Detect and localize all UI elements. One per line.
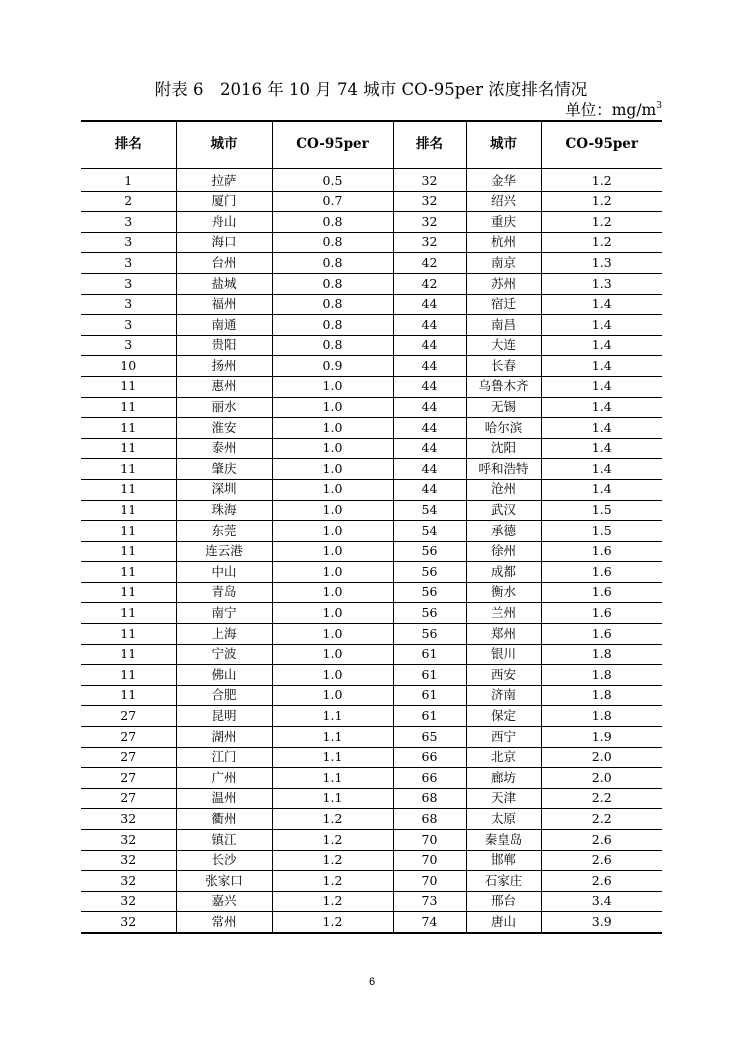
table-row — [81, 603, 662, 624]
rank-cell: 44 — [393, 315, 466, 336]
city-cell: 银川 — [466, 644, 541, 665]
city-cell: 宁波 — [176, 644, 272, 665]
city-cell: 乌鲁木齐 — [466, 376, 541, 397]
table-row — [81, 850, 662, 871]
value-cell: 1.8 — [541, 685, 662, 706]
table-row — [81, 871, 662, 892]
rank-cell: 70 — [393, 830, 466, 851]
value-cell: 1.8 — [541, 665, 662, 686]
value-cell: 3.4 — [541, 891, 662, 912]
rank-cell: 56 — [393, 562, 466, 583]
city-cell: 太原 — [466, 809, 541, 830]
rank-cell: 44 — [393, 418, 466, 439]
unit-label — [565, 98, 662, 120]
city-cell: 邯郸 — [466, 850, 541, 871]
city-cell: 衡水 — [466, 582, 541, 603]
table-row — [81, 665, 662, 686]
rank-cell: 27 — [81, 768, 176, 789]
city-cell: 江门 — [176, 747, 272, 768]
rank-cell: 3 — [81, 212, 176, 233]
table-row — [81, 788, 662, 809]
city-cell: 沈阳 — [466, 438, 541, 459]
rank-cell: 11 — [81, 376, 176, 397]
rank-cell: 3 — [81, 253, 176, 274]
city-cell: 福州 — [176, 294, 272, 315]
value-cell: 1.0 — [272, 459, 393, 480]
rank-cell: 65 — [393, 727, 466, 748]
city-cell: 温州 — [176, 788, 272, 809]
rank-cell: 44 — [393, 438, 466, 459]
rank-cell: 11 — [81, 479, 176, 500]
city-cell: 苏州 — [466, 273, 541, 294]
value-cell: 1.2 — [272, 830, 393, 851]
rank-cell: 70 — [393, 850, 466, 871]
city-cell: 镇江 — [176, 830, 272, 851]
value-cell: 0.8 — [272, 294, 393, 315]
city-cell: 拉萨 — [176, 169, 272, 192]
rank-cell: 74 — [393, 912, 466, 933]
rank-cell: 42 — [393, 253, 466, 274]
value-cell: 0.8 — [272, 253, 393, 274]
rank-cell: 3 — [81, 335, 176, 356]
city-cell: 广州 — [176, 768, 272, 789]
city-cell: 青岛 — [176, 582, 272, 603]
city-cell: 沧州 — [466, 479, 541, 500]
value-cell: 1.2 — [272, 912, 393, 933]
rank-cell: 11 — [81, 438, 176, 459]
city-cell: 济南 — [466, 685, 541, 706]
city-cell: 深圳 — [176, 479, 272, 500]
value-cell: 1.1 — [272, 788, 393, 809]
value-cell: 1.4 — [541, 294, 662, 315]
city-cell: 珠海 — [176, 500, 272, 521]
city-cell: 郑州 — [466, 624, 541, 645]
value-cell: 1.4 — [541, 376, 662, 397]
value-cell: 2.6 — [541, 850, 662, 871]
unit-superscript: 3 — [656, 101, 662, 111]
value-cell: 1.1 — [272, 727, 393, 748]
table-row — [81, 747, 662, 768]
rank-cell: 44 — [393, 294, 466, 315]
table-row — [81, 253, 662, 274]
value-cell: 0.9 — [272, 356, 393, 377]
rank-cell: 56 — [393, 541, 466, 562]
table-row — [81, 562, 662, 583]
value-cell: 1.6 — [541, 541, 662, 562]
city-cell: 南京 — [466, 253, 541, 274]
value-cell: 0.7 — [272, 191, 393, 212]
city-cell: 长春 — [466, 356, 541, 377]
table-row — [81, 768, 662, 789]
value-cell: 1.8 — [541, 644, 662, 665]
value-cell: 1.0 — [272, 541, 393, 562]
city-cell: 武汉 — [466, 500, 541, 521]
table-row — [81, 500, 662, 521]
city-cell: 北京 — [466, 747, 541, 768]
city-cell: 金华 — [466, 169, 541, 192]
city-cell: 无锡 — [466, 397, 541, 418]
value-cell: 1.4 — [541, 418, 662, 439]
table-row — [81, 624, 662, 645]
city-cell: 惠州 — [176, 376, 272, 397]
city-cell: 南通 — [176, 315, 272, 336]
city-cell: 合肥 — [176, 685, 272, 706]
table-row — [81, 191, 662, 212]
value-cell: 1.4 — [541, 479, 662, 500]
rank-cell: 44 — [393, 356, 466, 377]
rank-cell: 66 — [393, 747, 466, 768]
rank-cell: 11 — [81, 541, 176, 562]
rank-cell: 61 — [393, 685, 466, 706]
value-cell: 1.5 — [541, 500, 662, 521]
rank-cell: 3 — [81, 273, 176, 294]
table-row — [81, 912, 662, 933]
rank-cell: 11 — [81, 521, 176, 542]
table-row — [81, 294, 662, 315]
value-cell: 0.8 — [272, 315, 393, 336]
rank-cell: 61 — [393, 665, 466, 686]
rank-cell: 32 — [393, 232, 466, 253]
city-cell: 湖州 — [176, 727, 272, 748]
rank-cell: 11 — [81, 500, 176, 521]
rank-cell: 1 — [81, 169, 176, 192]
table-row — [81, 891, 662, 912]
rank-cell: 2 — [81, 191, 176, 212]
rank-cell: 3 — [81, 232, 176, 253]
city-cell: 佛山 — [176, 665, 272, 686]
rank-cell: 32 — [81, 912, 176, 933]
city-cell: 西宁 — [466, 727, 541, 748]
rank-cell: 32 — [393, 191, 466, 212]
rank-cell: 68 — [393, 788, 466, 809]
rank-cell: 11 — [81, 418, 176, 439]
rank-cell: 68 — [393, 809, 466, 830]
value-cell: 2.0 — [541, 768, 662, 789]
rank-cell: 11 — [81, 685, 176, 706]
rank-cell: 66 — [393, 768, 466, 789]
rank-cell: 32 — [81, 809, 176, 830]
value-cell: 1.4 — [541, 335, 662, 356]
value-cell: 1.3 — [541, 273, 662, 294]
city-cell: 常州 — [176, 912, 272, 933]
rank-cell: 11 — [81, 665, 176, 686]
header-rank-left: 排名 — [81, 121, 176, 169]
value-cell: 1.0 — [272, 685, 393, 706]
rank-cell: 32 — [393, 169, 466, 192]
value-cell: 1.1 — [272, 706, 393, 727]
city-cell: 扬州 — [176, 356, 272, 377]
table-row — [81, 169, 662, 192]
city-cell: 承德 — [466, 521, 541, 542]
city-cell: 呼和浩特 — [466, 459, 541, 480]
table-body — [81, 169, 662, 933]
page-number: 6 — [368, 976, 376, 988]
table-row — [81, 438, 662, 459]
city-cell: 秦皇岛 — [466, 830, 541, 851]
value-cell: 1.5 — [541, 521, 662, 542]
city-cell: 台州 — [176, 253, 272, 274]
value-cell: 1.0 — [272, 624, 393, 645]
city-cell: 丽水 — [176, 397, 272, 418]
table-row — [81, 315, 662, 336]
value-cell: 1.4 — [541, 397, 662, 418]
value-cell: 1.2 — [541, 212, 662, 233]
city-cell: 张家口 — [176, 871, 272, 892]
rank-cell: 32 — [81, 871, 176, 892]
city-cell: 大连 — [466, 335, 541, 356]
city-cell: 南宁 — [176, 603, 272, 624]
value-cell: 1.0 — [272, 644, 393, 665]
rank-cell: 70 — [393, 871, 466, 892]
value-cell: 1.9 — [541, 727, 662, 748]
rank-cell: 27 — [81, 727, 176, 748]
city-cell: 哈尔滨 — [466, 418, 541, 439]
city-cell: 廊坊 — [466, 768, 541, 789]
rank-cell: 3 — [81, 294, 176, 315]
rank-cell: 11 — [81, 624, 176, 645]
rank-cell: 56 — [393, 582, 466, 603]
table-row — [81, 459, 662, 480]
value-cell: 2.0 — [541, 747, 662, 768]
city-cell: 昆明 — [176, 706, 272, 727]
table-row — [81, 644, 662, 665]
table-row — [81, 335, 662, 356]
city-cell: 肇庆 — [176, 459, 272, 480]
city-cell: 泰州 — [176, 438, 272, 459]
rank-cell: 27 — [81, 706, 176, 727]
table-row — [81, 376, 662, 397]
rank-cell: 61 — [393, 644, 466, 665]
value-cell: 1.0 — [272, 479, 393, 500]
rank-cell: 11 — [81, 397, 176, 418]
table-row — [81, 727, 662, 748]
value-cell: 1.2 — [272, 871, 393, 892]
city-cell: 中山 — [176, 562, 272, 583]
value-cell: 0.8 — [272, 273, 393, 294]
city-cell: 海口 — [176, 232, 272, 253]
value-cell: 2.2 — [541, 788, 662, 809]
city-cell: 厦门 — [176, 191, 272, 212]
value-cell: 1.8 — [541, 706, 662, 727]
table-row — [81, 356, 662, 377]
city-cell: 盐城 — [176, 273, 272, 294]
value-cell: 1.0 — [272, 500, 393, 521]
city-cell: 兰州 — [466, 603, 541, 624]
table-row — [81, 418, 662, 439]
value-cell: 2.2 — [541, 809, 662, 830]
city-cell: 成都 — [466, 562, 541, 583]
city-cell: 南昌 — [466, 315, 541, 336]
city-cell: 石家庄 — [466, 871, 541, 892]
value-cell: 1.1 — [272, 768, 393, 789]
value-cell: 1.4 — [541, 315, 662, 336]
value-cell: 0.5 — [272, 169, 393, 192]
value-cell: 1.0 — [272, 397, 393, 418]
rank-cell: 42 — [393, 273, 466, 294]
value-cell: 1.0 — [272, 376, 393, 397]
value-cell: 1.6 — [541, 603, 662, 624]
city-cell: 天津 — [466, 788, 541, 809]
value-cell: 0.8 — [272, 232, 393, 253]
header-value-left: CO-95per — [272, 121, 393, 169]
city-cell: 西安 — [466, 665, 541, 686]
table-row — [81, 706, 662, 727]
value-cell: 1.2 — [272, 891, 393, 912]
value-cell: 2.6 — [541, 871, 662, 892]
table-row — [81, 830, 662, 851]
value-cell: 1.2 — [272, 850, 393, 871]
value-cell: 1.6 — [541, 562, 662, 583]
rank-cell: 44 — [393, 397, 466, 418]
rank-cell: 27 — [81, 788, 176, 809]
city-cell: 长沙 — [176, 850, 272, 871]
table-row — [81, 541, 662, 562]
city-cell: 上海 — [176, 624, 272, 645]
table-row — [81, 479, 662, 500]
unit-text: 单位：mg/m — [565, 101, 657, 119]
value-cell: 1.6 — [541, 624, 662, 645]
rank-cell: 11 — [81, 459, 176, 480]
value-cell: 0.8 — [272, 335, 393, 356]
rank-cell: 32 — [81, 891, 176, 912]
value-cell: 1.0 — [272, 562, 393, 583]
header-rank-right: 排名 — [393, 121, 466, 169]
table-row — [81, 809, 662, 830]
value-cell: 1.4 — [541, 459, 662, 480]
rank-cell: 56 — [393, 603, 466, 624]
value-cell: 1.6 — [541, 582, 662, 603]
value-cell: 1.2 — [541, 232, 662, 253]
value-cell: 3.9 — [541, 912, 662, 933]
table-row — [81, 521, 662, 542]
document-title: 附表 6 2016 年 10 月 74 城市 CO-95per 浓度排名情况 — [154, 80, 588, 99]
value-cell: 1.0 — [272, 438, 393, 459]
city-cell: 宿迁 — [466, 294, 541, 315]
value-cell: 1.0 — [272, 603, 393, 624]
table-row — [81, 685, 662, 706]
value-cell: 0.8 — [272, 212, 393, 233]
city-cell: 保定 — [466, 706, 541, 727]
city-cell: 东莞 — [176, 521, 272, 542]
rank-cell: 11 — [81, 562, 176, 583]
rank-cell: 11 — [81, 582, 176, 603]
value-cell: 2.6 — [541, 830, 662, 851]
value-cell: 1.2 — [541, 169, 662, 192]
city-cell: 杭州 — [466, 232, 541, 253]
rank-cell: 54 — [393, 521, 466, 542]
value-cell: 1.2 — [272, 809, 393, 830]
city-cell: 徐州 — [466, 541, 541, 562]
rank-cell: 11 — [81, 603, 176, 624]
value-cell: 1.3 — [541, 253, 662, 274]
value-cell: 1.1 — [272, 747, 393, 768]
city-cell: 重庆 — [466, 212, 541, 233]
city-cell: 绍兴 — [466, 191, 541, 212]
value-cell: 1.2 — [541, 191, 662, 212]
rank-cell: 56 — [393, 624, 466, 645]
city-cell: 贵阳 — [176, 335, 272, 356]
table-header-row — [81, 121, 662, 169]
table-row — [81, 273, 662, 294]
value-cell: 1.0 — [272, 665, 393, 686]
header-city-left: 城市 — [176, 121, 272, 169]
rank-cell: 73 — [393, 891, 466, 912]
rank-cell: 32 — [81, 850, 176, 871]
rank-cell: 32 — [393, 212, 466, 233]
rank-cell: 10 — [81, 356, 176, 377]
rank-cell: 44 — [393, 479, 466, 500]
rank-cell: 61 — [393, 706, 466, 727]
city-cell: 舟山 — [176, 212, 272, 233]
rank-cell: 44 — [393, 335, 466, 356]
table-row — [81, 212, 662, 233]
city-cell: 衢州 — [176, 809, 272, 830]
ranking-table — [81, 120, 662, 934]
value-cell: 1.4 — [541, 356, 662, 377]
value-cell: 1.0 — [272, 418, 393, 439]
rank-cell: 27 — [81, 747, 176, 768]
city-cell: 邢台 — [466, 891, 541, 912]
header-value-right: CO-95per — [541, 121, 662, 169]
rank-cell: 54 — [393, 500, 466, 521]
rank-cell: 3 — [81, 315, 176, 336]
rank-cell: 11 — [81, 644, 176, 665]
rank-cell: 44 — [393, 459, 466, 480]
city-cell: 连云港 — [176, 541, 272, 562]
value-cell: 1.0 — [272, 582, 393, 603]
city-cell: 嘉兴 — [176, 891, 272, 912]
table-row — [81, 582, 662, 603]
header-city-right: 城市 — [466, 121, 541, 169]
city-cell: 淮安 — [176, 418, 272, 439]
value-cell: 1.0 — [272, 521, 393, 542]
rank-cell: 44 — [393, 376, 466, 397]
city-cell: 唐山 — [466, 912, 541, 933]
table-row — [81, 232, 662, 253]
rank-cell: 32 — [81, 830, 176, 851]
table-row — [81, 397, 662, 418]
value-cell: 1.4 — [541, 438, 662, 459]
